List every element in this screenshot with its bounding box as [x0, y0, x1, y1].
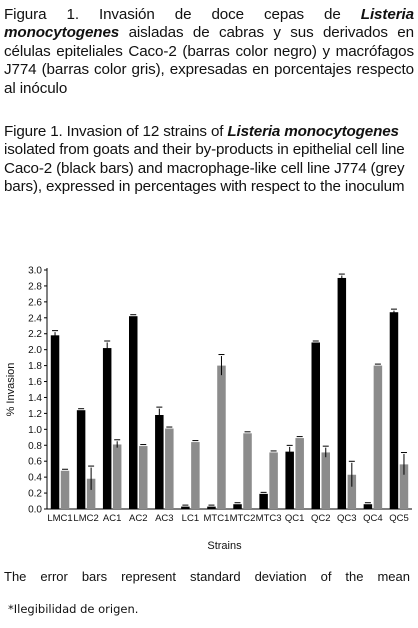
y-tick-label: 2.6 — [28, 297, 42, 309]
bar-mtc1-series-2 — [217, 366, 226, 509]
y-tick-label: 0.0 — [28, 504, 42, 516]
x-tick-label: MTC3 — [255, 513, 282, 524]
y-tick-label: 1.6 — [28, 377, 42, 389]
bar-lmc1-series-2 — [61, 471, 70, 509]
bar-lc1-series-1 — [181, 507, 190, 509]
caption-en-species: Listeria monocytogenes — [227, 123, 399, 140]
bar-ac1-series-2 — [113, 444, 122, 509]
figure-caption-english — [4, 123, 414, 197]
caption-es-rest: aisladas de cabras y sus derivados en células epiteliales Caco-2 (barras color negro) y macrófagos J774 (barras color gris), expresadas en porcentajes respecto al inóculo — [4, 24, 414, 97]
bar-qc4-series-1 — [364, 504, 373, 509]
x-tick-label: QC2 — [310, 513, 331, 524]
x-axis-label: Strains — [207, 540, 242, 552]
y-tick-label: 0.6 — [28, 456, 42, 468]
y-tick-label: 2.8 — [28, 281, 42, 293]
bar-lmc2-series-1 — [77, 410, 86, 509]
caption-en-prefix: Figure 1. Invasion of 12 strains of — [4, 123, 228, 140]
caption-es-prefix: Figura 1. Invasión de doce cepas de — [4, 6, 361, 23]
x-tick-label: QC3 — [337, 513, 357, 524]
bar-chart — [0, 256, 418, 566]
illegibility-note: *Ilegibilidad de origen. — [8, 602, 139, 616]
bar-qc5-series-1 — [390, 312, 399, 509]
y-tick-label: 0.8 — [28, 440, 42, 452]
bar-qc2-series-2 — [322, 452, 331, 509]
y-tick-label: 1.4 — [28, 392, 42, 404]
x-tick-label: LMC1 — [47, 513, 73, 524]
x-tick-label: QC5 — [389, 513, 409, 524]
bar-qc1-series-2 — [295, 438, 304, 509]
y-tick-label: 0.4 — [28, 472, 42, 484]
x-tick-label: AC2 — [129, 513, 148, 524]
bar-mtc2-series-2 — [243, 433, 252, 509]
y-tick-label: 1.2 — [28, 408, 42, 420]
x-tick-label: MTC1 — [203, 513, 230, 524]
x-tick-label: AC1 — [102, 513, 122, 524]
bar-mtc3-series-1 — [259, 494, 268, 509]
y-tick-label: 2.2 — [28, 329, 42, 341]
bar-qc3-series-1 — [338, 278, 347, 509]
bar-ac3-series-1 — [155, 415, 164, 509]
bar-ac3-series-2 — [165, 429, 174, 509]
bar-lc1-series-2 — [191, 442, 200, 509]
y-axis-label: % Invasion — [5, 362, 17, 417]
y-tick-label: 1.0 — [28, 424, 42, 436]
y-tick-label: 2.0 — [28, 345, 42, 357]
caption-en-rest: isolated from goats and their by-products in epithelial cell line Caco-2 (black bars) and macrophage-like cell line J774 (grey bars), expressed in percentages with respect to the inoculum — [4, 141, 405, 196]
y-tick-label: 3.0 — [28, 265, 42, 277]
bar-qc1-series-1 — [285, 452, 294, 509]
x-tick-label: AC3 — [155, 513, 174, 524]
x-tick-label: QC4 — [363, 513, 383, 524]
bar-ac2-series-2 — [139, 446, 148, 509]
bar-chart-svg — [0, 256, 418, 566]
caption-es-species: Listeria monocytogenes — [4, 6, 414, 42]
bar-qc4-series-2 — [374, 366, 383, 509]
x-tick-label: MTC2 — [229, 513, 256, 524]
bar-mtc3-series-2 — [269, 452, 278, 509]
bar-mtc2-series-1 — [233, 504, 242, 509]
x-tick-label: LC1 — [181, 513, 200, 524]
bar-mtc1-series-1 — [207, 507, 216, 509]
bar-lmc1-series-1 — [51, 335, 60, 509]
figure-caption-spanish — [4, 6, 414, 98]
y-tick-label: 1.8 — [28, 361, 42, 373]
bar-qc2-series-1 — [312, 342, 321, 509]
x-tick-label: QC1 — [284, 513, 305, 524]
bar-ac1-series-1 — [103, 348, 112, 509]
y-tick-label: 2.4 — [28, 313, 42, 325]
bar-ac2-series-1 — [129, 316, 138, 509]
x-tick-label: LMC2 — [73, 513, 99, 524]
y-tick-label: 0.2 — [28, 488, 42, 500]
error-bar-footnote: The error bars represent standard deviation of the mean — [4, 569, 410, 584]
